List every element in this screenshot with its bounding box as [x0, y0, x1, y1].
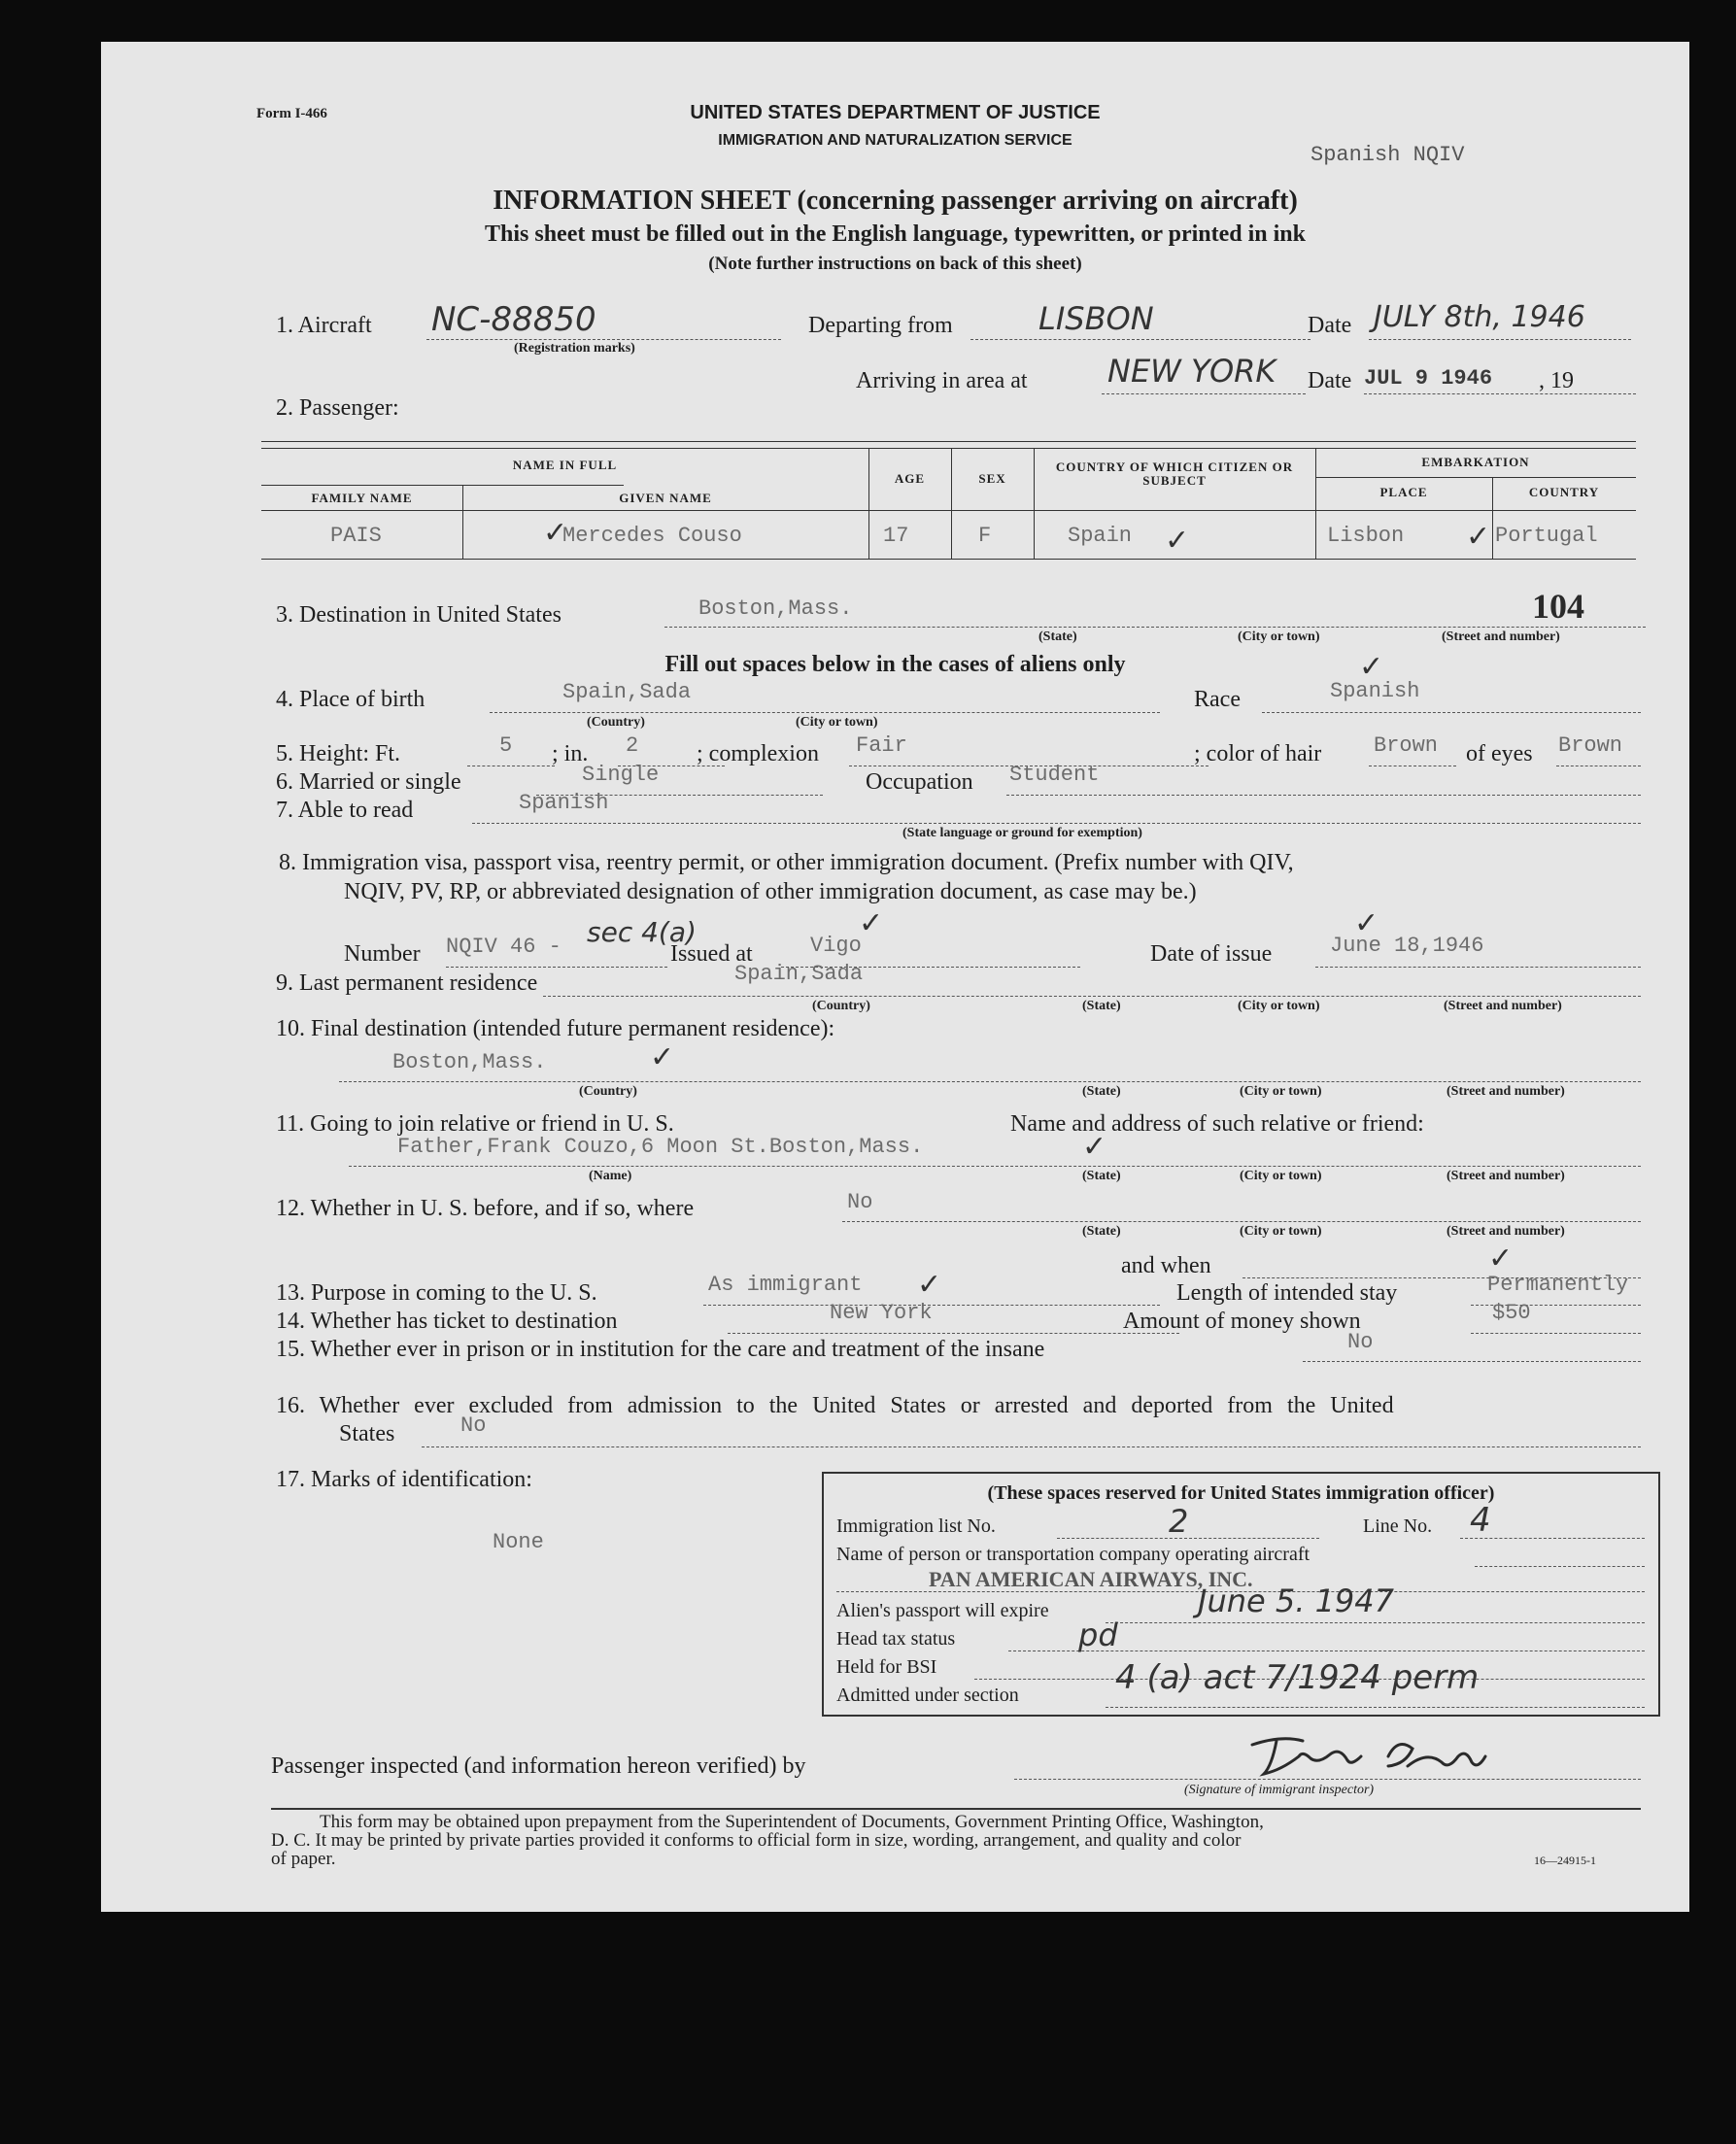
cell-given-name: Mercedes Couso: [562, 524, 742, 548]
caption-state: (State): [1082, 1169, 1121, 1183]
operator-label: Name of person or transportation company operating aircraft: [836, 1544, 1311, 1565]
line-no-label: Line No.: [1363, 1515, 1433, 1537]
sheet-title: [101, 186, 1689, 217]
head-tax-label: Head tax status: [836, 1628, 956, 1650]
ticket-value: New York: [830, 1301, 933, 1325]
immigration-list-label: Immigration list No.: [836, 1515, 996, 1537]
excluded-value: No: [460, 1413, 487, 1438]
passport-expiry-value: June 5. 1947: [1198, 1582, 1394, 1619]
check-mark-icon: ✓: [859, 906, 884, 940]
date-label: Date: [1308, 313, 1352, 338]
arrival-date-value: JUL 9 1946: [1364, 366, 1493, 391]
caption-city: (City or town): [796, 715, 878, 730]
height-inches: 2: [626, 733, 639, 758]
check-mark-icon: ✓: [1359, 650, 1384, 684]
destination-label: 3. Destination in United States: [276, 602, 562, 628]
footer-line1: This form may be obtained upon prepayment from the Superintendent of Documents, Government Printing Office, Washington,: [320, 1812, 1264, 1832]
caption-state: (State): [1082, 999, 1121, 1013]
arriving-label: Arriving in area at: [856, 368, 1028, 393]
caption-city: (City or town): [1240, 1169, 1322, 1183]
check-mark-icon: ✓: [1354, 906, 1379, 940]
prior-visit-label: 12. Whether in U. S. before, and if so, where: [276, 1196, 695, 1221]
complexion-label: ; complexion: [697, 741, 819, 766]
arrival-date-label: Date: [1308, 368, 1352, 393]
relative-label: 11. Going to join relative or friend in U. S.: [276, 1111, 674, 1137]
caption-city: (City or town): [1240, 1084, 1322, 1099]
arrival-date-suffix: , 19: [1539, 368, 1574, 393]
instruction-line: This sheet must be filled out in the English language, typewritten, or printed in ink: [485, 221, 1306, 247]
inspected-label: Passenger inspected (and information hereon verified) by: [271, 1753, 806, 1779]
excluded-label-line2: States: [339, 1421, 395, 1446]
caption-city: (City or town): [1240, 1224, 1322, 1239]
footer-line3: of paper.: [271, 1849, 336, 1869]
caption-country: (Country): [579, 1084, 637, 1099]
footer-line2: D. C. It may be printed by private parties provided it conforms to official form in size, wording, arrangement, and quality and color: [271, 1830, 1242, 1851]
arriving-value: NEW YORK: [1107, 353, 1276, 390]
height-label: 5. Height: Ft.: [276, 741, 401, 766]
aliens-heading: Fill out spaces below in the cases of aliens only: [664, 652, 1126, 677]
excluded-label-line1: 16. Whether ever excluded from admission to the United States or arrested and deported from the United: [276, 1393, 1394, 1418]
officer-box-title: (These spaces reserved for United States immigration officer): [987, 1482, 1495, 1504]
head-tax-value: pd: [1078, 1617, 1118, 1653]
header-age: AGE: [894, 471, 926, 486]
check-mark-icon: ✓: [1165, 524, 1190, 558]
check-mark-icon: ✓: [1082, 1130, 1107, 1164]
destination-street-number: 104: [1532, 587, 1584, 626]
signature-caption: (Signature of immigrant inspector): [1184, 1783, 1375, 1797]
issued-at-label: Issued at: [670, 941, 753, 967]
ticket-label: 14. Whether has ticket to destination: [276, 1309, 618, 1334]
when-label: and when: [1121, 1253, 1211, 1278]
eyes-value: Brown: [1558, 733, 1623, 758]
caption-state: (State): [1082, 1084, 1121, 1099]
prison-label: 15. Whether ever in prison or in institution for the care and treatment of the insane: [276, 1337, 1045, 1362]
immigration-list-value: 2: [1169, 1503, 1189, 1540]
check-mark-icon: ✓: [1488, 1242, 1514, 1276]
caption-city: (City or town): [1238, 630, 1320, 644]
admitted-section-value: 4 (a) act 7/1924 perm: [1115, 1658, 1480, 1697]
money-value: $50: [1492, 1301, 1531, 1325]
caption-state: (State): [1082, 1224, 1121, 1239]
caption-country: (Country): [587, 715, 645, 730]
bsi-label: Held for BSI: [836, 1656, 937, 1678]
birthplace-value: Spain,Sada: [562, 680, 692, 704]
marital-value: Single: [582, 763, 660, 787]
officer-box: [822, 1472, 1660, 1717]
relative-value: Father,Frank Couzo,6 Moon St.Boston,Mass.: [397, 1135, 924, 1159]
prior-visit-value: No: [847, 1190, 873, 1214]
caption-street: (Street and number): [1447, 1224, 1565, 1239]
check-mark-icon: ✓: [650, 1040, 675, 1074]
caption-street: (Street and number): [1442, 630, 1560, 644]
stay-label: Length of intended stay: [1176, 1280, 1398, 1306]
check-mark-icon: ✓: [543, 516, 568, 550]
height-feet: 5: [499, 733, 513, 758]
last-residence-value: Spain,Sada: [734, 962, 864, 986]
purpose-value: As immigrant: [708, 1273, 863, 1297]
header-family-name: FAMILY NAME: [311, 491, 413, 505]
cell-citizen: Spain: [1068, 524, 1133, 548]
identification-label: 17. Marks of identification:: [276, 1467, 532, 1492]
visa-number-label: Number: [344, 941, 421, 967]
agency-name: UNITED STATES DEPARTMENT OF JUSTICE: [690, 102, 1101, 123]
passport-expiry-label: Alien's passport will expire: [836, 1600, 1049, 1621]
read-label: 7. Able to read: [276, 798, 414, 823]
marital-label: 6. Married or single: [276, 769, 461, 795]
issued-at-value: Vigo: [810, 934, 862, 958]
caption-name: (Name): [589, 1169, 632, 1183]
title-main: INFORMATION SHEET: [493, 186, 791, 216]
purpose-label: 13. Purpose in coming to the U. S.: [276, 1280, 597, 1306]
note-line: (Note further instructions on back of this sheet): [708, 254, 1082, 274]
admitted-section-label: Admitted under section: [836, 1685, 1019, 1706]
caption-street: (Street and number): [1447, 1169, 1565, 1183]
occupation-label: Occupation: [866, 769, 973, 795]
header-citizen-country: COUNTRY OF WHICH CITIZEN OR SUBJECT: [1055, 459, 1294, 488]
date-value: JULY 8th, 1946: [1374, 300, 1585, 334]
visa-number-value: NQIV 46 -: [446, 935, 562, 959]
form-sheet: [101, 42, 1689, 1912]
last-residence-label: 9. Last permanent residence: [276, 970, 538, 996]
relative-name-label: Name and address of such relative or friend:: [1010, 1111, 1424, 1137]
document-label-line2: NQIV, PV, RP, or abbreviated designation of other immigration document, as case may be.): [344, 879, 1197, 904]
cell-place: Lisbon: [1327, 524, 1405, 548]
occupation-value: Student: [1009, 763, 1100, 787]
complexion-value: Fair: [856, 733, 907, 758]
operator-value: PAN AMERICAN AIRWAYS, INC.: [929, 1567, 1253, 1591]
cell-sex: F: [978, 524, 992, 548]
final-destination-value: Boston,Mass.: [392, 1050, 547, 1074]
document-label-line1: 8. Immigration visa, passport visa, reentry permit, or other immigration document. (Prefix number with QIV,: [279, 850, 1294, 875]
passenger-label: 2. Passenger:: [276, 395, 399, 421]
registration-caption: (Registration marks): [514, 341, 635, 356]
header-emb-country: COUNTRY: [1528, 485, 1600, 499]
header-embarkation: EMBARKATION: [1421, 455, 1530, 469]
aircraft-label: 1. Aircraft: [276, 313, 372, 338]
destination-value: Boston,Mass.: [698, 596, 853, 621]
date-of-issue-label: Date of issue: [1150, 941, 1273, 967]
prison-value: No: [1347, 1330, 1374, 1354]
cell-family-name: PAIS: [330, 524, 382, 548]
caption-street: (Street and number): [1447, 1084, 1565, 1099]
race-label: Race: [1194, 687, 1241, 712]
header-given-name: GIVEN NAME: [619, 491, 712, 505]
read-caption: (State language or ground for exemption): [902, 826, 1142, 840]
aircraft-value: NC-88850: [431, 300, 596, 339]
stamp-note: Spanish NQIV: [1311, 143, 1465, 167]
caption-city: (City or town): [1238, 999, 1320, 1013]
title-sub: (concerning passenger arriving on aircraft): [797, 186, 1298, 216]
caption-state: (State): [1038, 630, 1077, 644]
header-sex: SEX: [978, 471, 1006, 486]
final-destination-label: 10. Final destination (intended future permanent residence):: [276, 1016, 835, 1041]
header-place: PLACE: [1379, 485, 1428, 499]
departing-label: Departing from: [808, 313, 953, 338]
hair-value: Brown: [1374, 733, 1439, 758]
visa-number-handwritten: sec 4(a): [587, 916, 697, 948]
read-value: Spanish: [519, 791, 609, 815]
print-code: 16—24915-1: [1534, 1854, 1596, 1867]
date-of-issue-value: June 18,1946: [1330, 934, 1484, 958]
form-number: Form I-466: [256, 106, 327, 121]
birthplace-label: 4. Place of birth: [276, 687, 425, 712]
check-mark-icon: ✓: [917, 1268, 942, 1302]
identification-value: None: [493, 1530, 544, 1554]
caption-country: (Country): [812, 999, 870, 1013]
caption-street: (Street and number): [1444, 999, 1562, 1013]
service-name: IMMIGRATION AND NATURALIZATION SERVICE: [718, 132, 1072, 149]
money-label: Amount of money shown: [1123, 1309, 1361, 1334]
inches-label: ; in.: [552, 741, 589, 766]
eyes-label: of eyes: [1466, 741, 1533, 766]
check-mark-icon: ✓: [1466, 520, 1491, 554]
departing-value: LISBON: [1038, 300, 1154, 337]
header-name-in-full: NAME IN FULL: [512, 458, 618, 472]
cell-emb-country: Portugal: [1495, 524, 1598, 548]
inspector-signature: [1242, 1727, 1495, 1781]
hair-label: ; color of hair: [1194, 741, 1322, 766]
race-value: Spanish: [1330, 679, 1420, 703]
cell-age: 17: [883, 524, 909, 548]
stay-value: Permanently: [1487, 1273, 1629, 1297]
line-no-value: 4: [1470, 1501, 1491, 1540]
